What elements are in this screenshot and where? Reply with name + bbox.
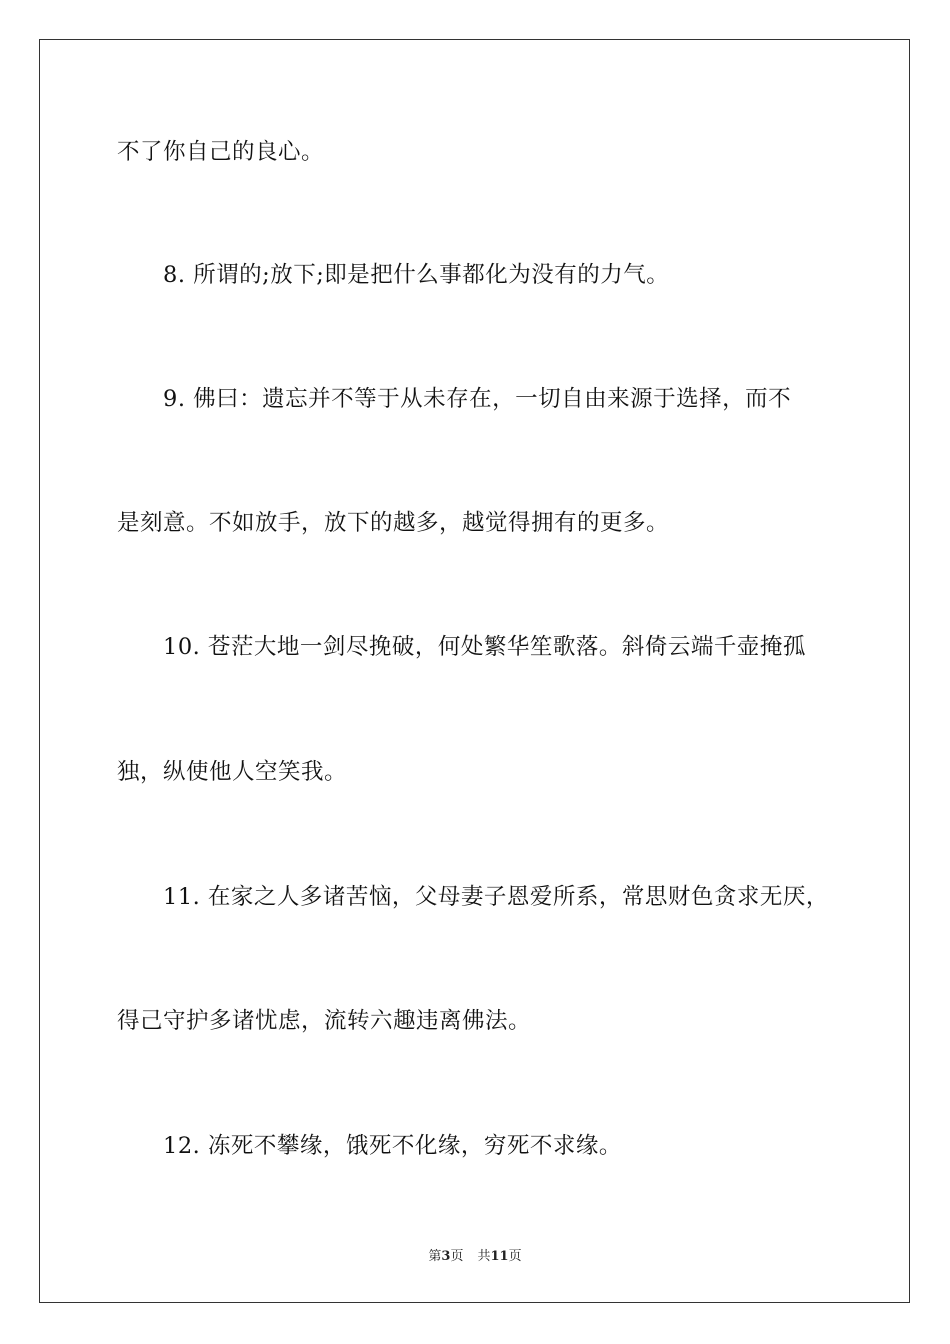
paragraph-line-2: 8. 所谓的;放下;即是把什么事都化为没有的力气。 — [163, 262, 670, 288]
page-border — [39, 39, 910, 1303]
footer-total-suffix: 页 — [508, 1249, 522, 1264]
footer-page-number: 3 — [441, 1249, 451, 1264]
paragraph-line-4: 是刻意。不如放手，放下的越多，越觉得拥有的更多。 — [117, 510, 670, 536]
footer-page-prefix: 第 — [428, 1249, 442, 1264]
paragraph-line-7: 11. 在家之人多诸苦恼，父母妻子恩爱所系，常思财色贪求无厌， — [163, 884, 829, 910]
paragraph-line-6: 独，纵使他人空笑我。 — [117, 759, 348, 785]
footer-page-suffix: 页 — [450, 1249, 464, 1264]
paragraph-line-3: 9. 佛曰：遗忘并不等于从未存在，一切自由来源于选择，而不 — [163, 386, 792, 412]
footer-total-number: 11 — [490, 1249, 509, 1264]
paragraph-line-8: 得己守护多诸忧虑，流转六趣违离佛法。 — [117, 1008, 532, 1034]
paragraph-line-1: 不了你自己的良心。 — [117, 139, 325, 165]
paragraph-line-5: 10. 苍茫大地一剑尽挽破，何处繁华笙歌落。斜倚云端千壶掩孤 — [163, 634, 806, 660]
page-footer — [0, 1248, 950, 1266]
paragraph-line-9: 12. 冻死不攀缘，饿死不化缘，穷死不求缘。 — [163, 1133, 622, 1159]
footer-total-prefix: 共 — [477, 1249, 491, 1264]
